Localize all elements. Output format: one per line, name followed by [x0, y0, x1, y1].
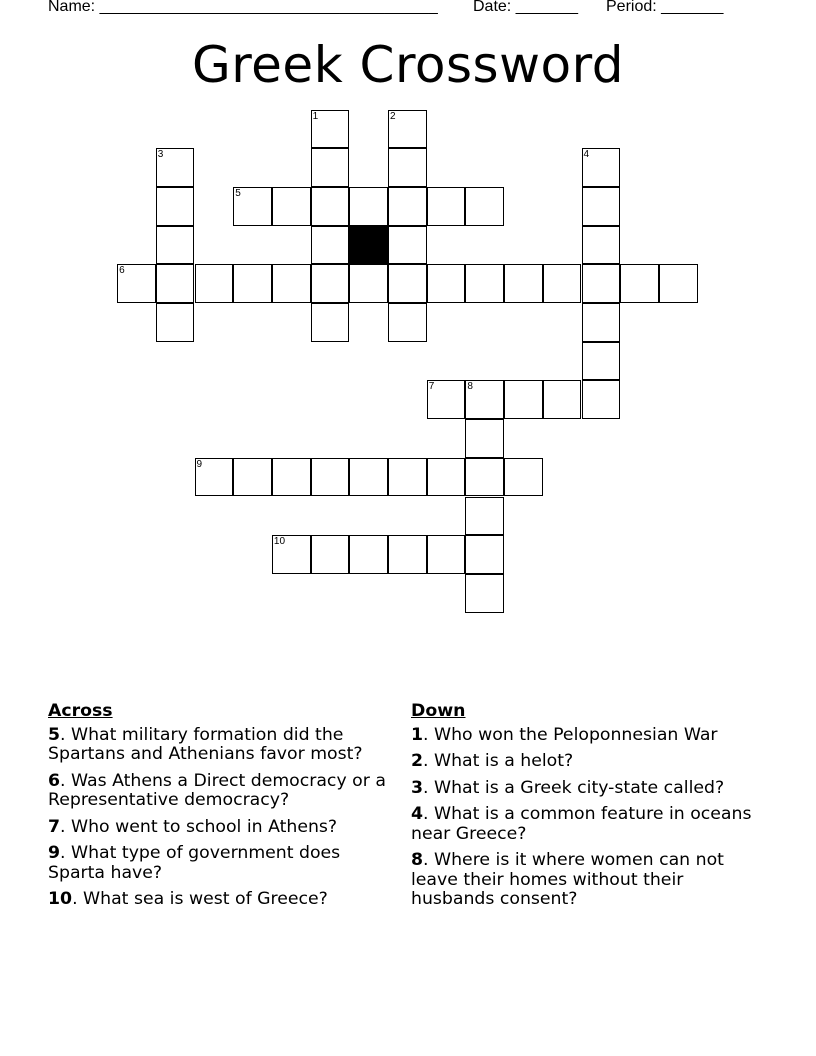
clue-number: 2 — [390, 110, 396, 122]
grid-cell[interactable] — [233, 458, 272, 497]
grid-cell[interactable] — [195, 458, 234, 497]
grid-cell[interactable] — [388, 148, 427, 187]
grid-cell[interactable] — [349, 187, 388, 226]
grid-cell[interactable] — [311, 303, 350, 342]
grid-cell[interactable] — [504, 264, 543, 303]
clue-text: . Who went to school in Athens? — [60, 816, 338, 837]
clue-number: 7 — [428, 381, 435, 393]
grid-cell[interactable] — [272, 264, 311, 303]
across-clue-list — [48, 726, 398, 910]
across-clue — [48, 818, 398, 838]
grid-cell[interactable] — [311, 535, 350, 574]
clue-text: . What is a helot? — [423, 751, 574, 771]
grid-cell[interactable] — [582, 380, 621, 419]
black-square — [349, 226, 388, 265]
grid-cell[interactable] — [388, 535, 427, 574]
grid-cell[interactable] — [465, 574, 504, 613]
grid-cell[interactable] — [388, 458, 427, 497]
down-clue-list — [411, 726, 756, 910]
clue-number: 9 — [48, 843, 61, 863]
grid-cell[interactable] — [349, 264, 388, 303]
across-clue — [48, 844, 398, 883]
grid-cell[interactable] — [311, 148, 350, 187]
grid-cell[interactable] — [543, 264, 582, 303]
grid-cell[interactable] — [582, 187, 621, 226]
grid-cell[interactable] — [465, 419, 504, 458]
clue-number: 1 — [411, 724, 424, 745]
clue-number: 10 — [48, 889, 73, 909]
down-clue — [411, 851, 756, 910]
grid-cell[interactable] — [311, 264, 350, 303]
page-title: Greek Crossword — [191, 36, 625, 94]
clue-number: 9 — [196, 458, 203, 470]
clue-number: 7 — [48, 816, 61, 837]
down-heading: Down — [411, 701, 466, 721]
grid-cell[interactable] — [311, 458, 350, 497]
grid-cell[interactable] — [427, 458, 466, 497]
grid-cell[interactable] — [620, 264, 659, 303]
grid-cell[interactable] — [504, 380, 543, 419]
clue-text: . What sea is west of Greece? — [72, 889, 328, 909]
grid-cell[interactable] — [156, 226, 195, 265]
clue-number: 6 — [119, 265, 125, 277]
grid-cell[interactable] — [272, 458, 311, 497]
clue-number: 3 — [411, 777, 424, 798]
grid-cell[interactable] — [156, 264, 195, 303]
grid-cell[interactable] — [582, 303, 621, 342]
clue-text: . What is a Greek city-state called? — [423, 777, 725, 798]
clue-number: 4 — [411, 804, 424, 824]
clue-number: 10 — [273, 536, 286, 548]
grid-cell[interactable] — [311, 187, 350, 226]
grid-cell[interactable] — [195, 264, 234, 303]
clue-number: 4 — [583, 149, 590, 161]
period-field-label: Period: _______ — [606, 0, 724, 15]
grid-cell[interactable] — [272, 187, 311, 226]
across-clue — [48, 890, 398, 910]
grid-cell[interactable] — [582, 226, 621, 265]
name-field-label: Name: ______________________________________ — [48, 0, 438, 15]
grid-cell[interactable] — [311, 110, 350, 149]
grid-cell[interactable] — [465, 458, 504, 497]
grid-cell[interactable] — [233, 264, 272, 303]
grid-cell[interactable] — [311, 226, 350, 265]
grid-cell[interactable] — [117, 264, 156, 303]
clue-number: 1 — [312, 110, 319, 122]
grid-cell[interactable] — [427, 380, 466, 419]
clue-number: 8 — [467, 381, 473, 393]
grid-cell[interactable] — [659, 264, 698, 303]
clue-number: 8 — [411, 850, 424, 870]
grid-cell[interactable] — [349, 535, 388, 574]
grid-cell[interactable] — [465, 187, 504, 226]
grid-cell[interactable] — [543, 380, 582, 419]
clue-text: . Was Athens a Direct democracy or a Representative democracy? — [48, 770, 386, 810]
grid-cell[interactable] — [465, 497, 504, 536]
grid-cell[interactable] — [427, 187, 466, 226]
clue-text: . What military formation did the Spartans and Athenians favor most? — [48, 724, 363, 764]
clue-text: . Who won the Peloponnesian War — [423, 724, 718, 745]
clue-number: 5 — [48, 724, 61, 745]
grid-cell[interactable] — [465, 380, 504, 419]
clue-number: 5 — [235, 187, 241, 199]
grid-cell[interactable] — [582, 342, 621, 381]
clue-text: . What is a common feature in oceans near Greece? — [411, 804, 752, 844]
date-field-label: Date: _______ — [473, 0, 578, 15]
across-clue — [48, 772, 398, 811]
grid-cell[interactable] — [582, 264, 621, 303]
clue-number: 2 — [411, 751, 424, 771]
down-clue — [411, 805, 756, 844]
clue-text: . Where is it where women can not leave their homes without their husbands consent? — [411, 850, 724, 909]
grid-cell[interactable] — [156, 148, 195, 187]
grid-cell[interactable] — [388, 303, 427, 342]
grid-cell[interactable] — [388, 264, 427, 303]
grid-cell[interactable] — [427, 535, 466, 574]
grid-cell[interactable] — [388, 187, 427, 226]
across-clues — [48, 702, 398, 917]
grid-cell[interactable] — [388, 110, 427, 149]
grid-cell[interactable] — [465, 535, 504, 574]
grid-cell[interactable] — [504, 458, 543, 497]
grid-cell[interactable] — [156, 303, 195, 342]
grid-cell[interactable] — [427, 264, 466, 303]
down-clue — [411, 726, 756, 746]
down-clue — [411, 779, 756, 799]
grid-cell[interactable] — [349, 458, 388, 497]
grid-cell[interactable] — [582, 148, 621, 187]
grid-cell[interactable] — [272, 535, 311, 574]
down-clues — [411, 702, 756, 917]
grid-cell[interactable] — [156, 187, 195, 226]
across-clue — [48, 726, 398, 765]
clue-text: . What type of government does Sparta have? — [48, 843, 341, 883]
grid-cell[interactable] — [465, 264, 504, 303]
down-clue — [411, 752, 756, 772]
clue-number: 6 — [48, 770, 61, 791]
clue-number: 3 — [157, 149, 164, 161]
grid-cell[interactable] — [233, 187, 272, 226]
across-heading: Across — [48, 701, 113, 721]
grid-cell[interactable] — [388, 226, 427, 265]
